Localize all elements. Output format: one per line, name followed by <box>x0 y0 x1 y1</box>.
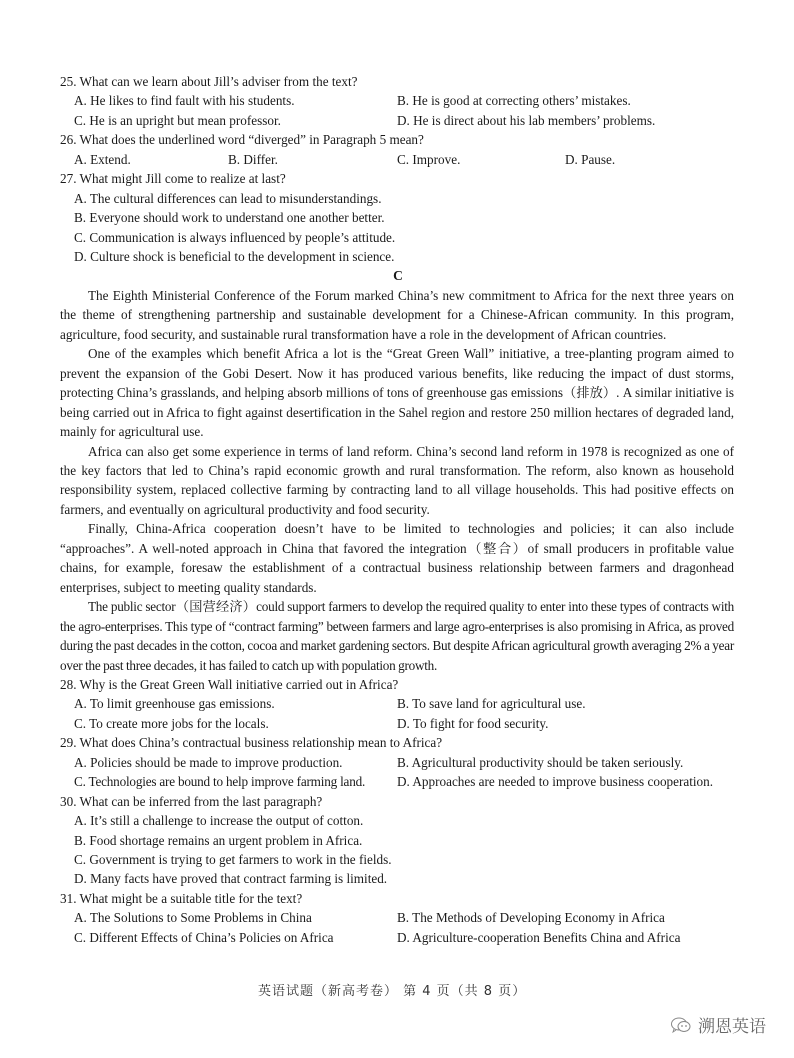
question-stem: 28. Why is the Great Green Wall initiative carried out in Africa? <box>60 677 399 692</box>
option-row <box>60 772 734 791</box>
watermark-text: 溯恩英语 <box>698 1017 766 1037</box>
option-c: C. He is an upright but mean professor. <box>74 112 281 128</box>
question-28 <box>60 675 734 733</box>
option-c: C. Communication is always influenced by people’s attitude. <box>74 229 396 245</box>
question-30 <box>60 792 734 889</box>
question-stem: 29. What does China’s contractual business relationship mean to Africa? <box>60 735 443 751</box>
question-25 <box>60 72 734 130</box>
option-d: D. Pause. <box>565 151 616 167</box>
option-a: A. Extend. <box>74 151 131 167</box>
passage-paragraph-4: Finally, China-Africa cooperation doesn’t have to be limited to technologies and policies; it can also include “approaches”. A well-noted approach in China that favored the integration（整合）of small producers in profitable value chains, for example, foresaw the establishment of a contractual business relationship between farmers and dragonhead enterprises, subject to meeting quality standards. <box>60 521 734 595</box>
option-a: A. Policies should be made to improve production. <box>74 754 343 770</box>
option-d: D. Culture shock is beneficial to the development in science. <box>74 249 395 265</box>
option-row <box>60 714 734 733</box>
watermark <box>670 1012 766 1037</box>
option-d: D. To fight for food security. <box>397 715 549 731</box>
option-b: B. Differ. <box>228 151 278 167</box>
option-a: A. The cultural differences can lead to misunderstandings. <box>74 190 382 206</box>
option-row <box>60 753 734 772</box>
option-d: D. Approaches are needed to improve business cooperation. <box>397 774 714 790</box>
option-c: C. Improve. <box>397 151 461 167</box>
option-b: B. To save land for agricultural use. <box>397 696 586 712</box>
option-d: D. He is direct about his lab members’ problems. <box>397 112 656 128</box>
option-c: C. Different Effects of China’s Policies on Africa <box>74 929 334 945</box>
passage-paragraph-1: The Eighth Ministerial Conference of the Forum marked China’s new commitment to Africa for the next three years on the theme of strengthening partnership and sustainable development for a Chinese-African community. In this program, agriculture, food security, and sustainable rural transformation have a role in the development of African countries. <box>60 287 734 342</box>
option-a: A. It’s still a challenge to increase the output of cotton. <box>74 813 364 829</box>
option-a: A. The Solutions to Some Problems in China <box>74 910 312 926</box>
question-stem: 26. What does the underlined word “diverged” in Paragraph 5 mean? <box>60 132 424 148</box>
question-stem: 27. What might Jill come to realize at last? <box>60 171 286 187</box>
option-b: B. Food shortage remains an urgent problem in Africa. <box>74 832 363 848</box>
passage-paragraph-2: One of the examples which benefit Africa a lot is the “Great Green Wall” initiative, a tree-planting program aimed to prevent the expansion of the Gobi Desert. Now it has produced various benefits, like reducing the impact of dust storms, protecting China’s grasslands, and helping absorb millions of tons of greenhouse gas emissions（排放）. A similar initiative is being carried out in Africa to fight against desertification in the Sahel region and restore 250 million hectares of degraded land, mainly for agricultural use. <box>60 346 734 440</box>
option-c: C. Technologies are bound to help improve farming land. <box>74 774 366 790</box>
option-row <box>60 908 734 927</box>
option-row <box>60 694 734 713</box>
option-row <box>60 111 734 130</box>
question-stem: 31. What might be a suitable title for the text? <box>60 890 303 906</box>
exam-page <box>60 72 734 947</box>
question-stem: 25. What can we learn about Jill’s adviser from the text? <box>60 74 358 89</box>
page-footer: 英语试题（新高考卷） 第 4 页（共 8 页） <box>258 984 527 999</box>
question-31 <box>60 889 734 947</box>
passage-paragraph-3: Africa can also get some experience in terms of land reform. China’s second land reform in 1978 is recognized as one of the key factors that led to China’s rapid economic growth and rural transformation. The reform, also known as household responsibility system, replaced collective farming by contracting land to all village households. This had positive effects on farmers, and eventually on agricultural productivity and food security. <box>60 443 734 517</box>
passage-paragraph-5: The public sector（国营经济）could support farmers to develop the required quality to enter into these types of contracts with the agro-enterprises. This type of “contract farming” between farmers and large agro-enterprises is also promising in Africa, as proved during the past decades in the cotton, cocoa and market gardening sectors. But despite African agricultural growth averaging 2% a year over the past three decades, it has failed to catch up with population growth. <box>60 599 734 673</box>
option-b: B. The Methods of Developing Economy in Africa <box>397 910 665 926</box>
option-a: A. To limit greenhouse gas emissions. <box>74 696 275 712</box>
question-27 <box>60 169 734 266</box>
question-26 <box>60 130 734 169</box>
option-c: C. To create more jobs for the locals. <box>74 715 269 731</box>
wechat-icon <box>670 1016 692 1034</box>
option-c: C. Government is trying to get farmers to work in the fields. <box>74 852 392 868</box>
option-row <box>60 91 734 110</box>
option-row <box>60 150 734 169</box>
question-stem: 30. What can be inferred from the last paragraph? <box>60 793 323 809</box>
option-d: D. Many facts have proved that contract farming is limited. <box>74 871 388 887</box>
option-b: B. Agricultural productivity should be taken seriously. <box>397 754 684 770</box>
option-a: A. He likes to find fault with his students. <box>74 93 295 109</box>
option-d: D. Agriculture-cooperation Benefits China and Africa <box>397 929 681 945</box>
question-29 <box>60 733 734 791</box>
section-title: C <box>393 268 403 284</box>
option-b: B. He is good at correcting others’ mistakes. <box>397 93 631 109</box>
option-b: B. Everyone should work to understand one another better. <box>74 210 385 226</box>
option-row <box>60 928 734 947</box>
